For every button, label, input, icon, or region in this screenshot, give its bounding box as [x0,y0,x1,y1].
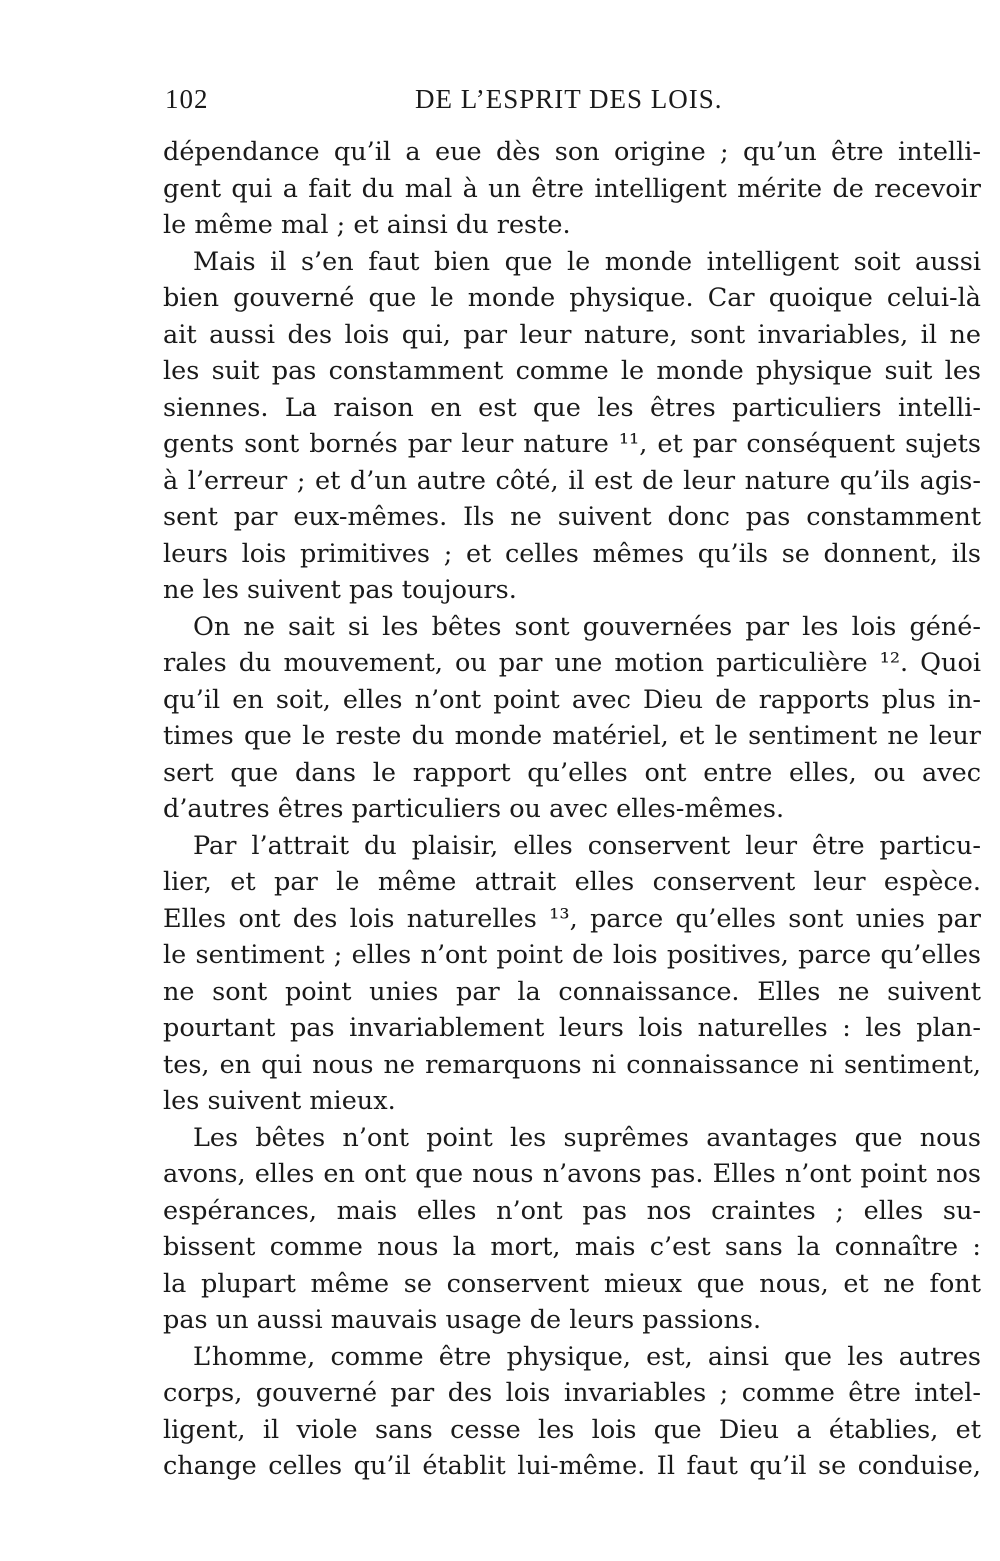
paragraph [163,134,981,244]
text-line: la plupart même se conservent mieux que nous, et ne font [163,1268,981,1299]
text-line: avons, elles en ont que nous n’avons pas. Elles n’ont point nos [163,1159,981,1189]
paragraph [163,609,981,828]
text-line: les suit pas constamment comme le monde physique suit les [163,356,981,386]
text-line: corps, gouverné par des lois invariables ; comme être intel- [163,1378,981,1408]
page-number: 102 [165,84,209,114]
text-line: On ne sait si les bêtes sont gouvernées par les lois géné- [193,611,981,642]
text-line: le même mal ; et ainsi du reste. [163,210,571,240]
text-line: les suivent mieux. [163,1086,396,1116]
text-line: gent qui a fait du mal à un être intelligent mérite de recevoir [163,173,981,204]
running-title: DE L’ESPRIT DES LOIS. [415,84,723,114]
text-line: lier, et par le même attrait elles conservent leur espèce. [163,867,981,897]
text-line: ait aussi des lois qui, par leur nature, sont invariables, il ne [163,319,981,350]
text-line: Elles ont des lois naturelles ¹³, parce qu’elles sont unies par [163,903,981,934]
text-line: à l’erreur ; et d’un autre côté, il est de leur nature qu’ils agis- [163,465,981,496]
text-line: siennes. La raison en est que les êtres particuliers intelli- [163,392,981,423]
text-line: gents sont bornés par leur nature ¹¹, et par conséquent sujets [163,429,981,459]
text-line: qu’il en soit, elles n’ont point avec Dieu de rapports plus in- [163,684,981,715]
text-line: L’homme, comme être physique, est, ainsi que les autres [193,1341,981,1372]
paragraph [163,244,981,609]
text-line: tes, en qui nous ne remarquons ni connaissance ni sentiment, [163,1049,981,1080]
text-line: d’autres êtres particuliers ou avec elles-mêmes. [163,794,785,824]
text-line: bien gouverné que le monde physique. Car quoique celui-là [163,283,981,313]
text-line: Par l’attrait du plaisir, elles conservent leur être particu- [193,830,981,861]
text-line: Mais il s’en faut bien que le monde intelligent soit aussi [193,246,981,277]
text-line: rales du mouvement, ou par une motion particulière ¹². Quoi [163,648,981,678]
text-line: sent par eux-mêmes. Ils ne suivent donc pas constamment [163,502,981,532]
text-line: change celles qu’il établit lui-même. Il faut qu’il se conduise, [163,1451,981,1481]
text-line: sert que dans le rapport qu’elles ont entre elles, ou avec [163,757,981,788]
text-line: ligent, il viole sans cesse les lois que Dieu a établies, et [163,1414,981,1445]
paragraph [163,828,981,1120]
text-line: ne les suivent pas toujours. [163,575,517,605]
text-line: times que le reste du monde matériel, et le sentiment ne leur [163,721,981,751]
page-header [165,84,983,124]
paragraph [163,1120,981,1339]
text-line: pourtant pas invariablement leurs lois naturelles : les plan- [163,1013,981,1043]
text-line: bissent comme nous la mort, mais c’est sans la connaître : [163,1232,981,1262]
text-line: pas un aussi mauvais usage de leurs passions. [163,1305,762,1335]
text-line: Les bêtes n’ont point les suprêmes avantages que nous [193,1122,981,1153]
text-line: le sentiment ; elles n’ont point de lois positives, parce qu’elles [163,940,981,970]
text-line: espérances, mais elles n’ont pas nos craintes ; elles su- [163,1195,981,1226]
text-line: leurs lois primitives ; et celles mêmes qu’ils se donnent, ils [163,538,981,569]
body-text [163,134,981,1485]
text-line: ne sont point unies par la connaissance. Elles ne suivent [163,976,981,1007]
paragraph [163,1339,981,1485]
text-line: dépendance qu’il a eue dès son origine ; qu’un être intelli- [163,137,981,167]
